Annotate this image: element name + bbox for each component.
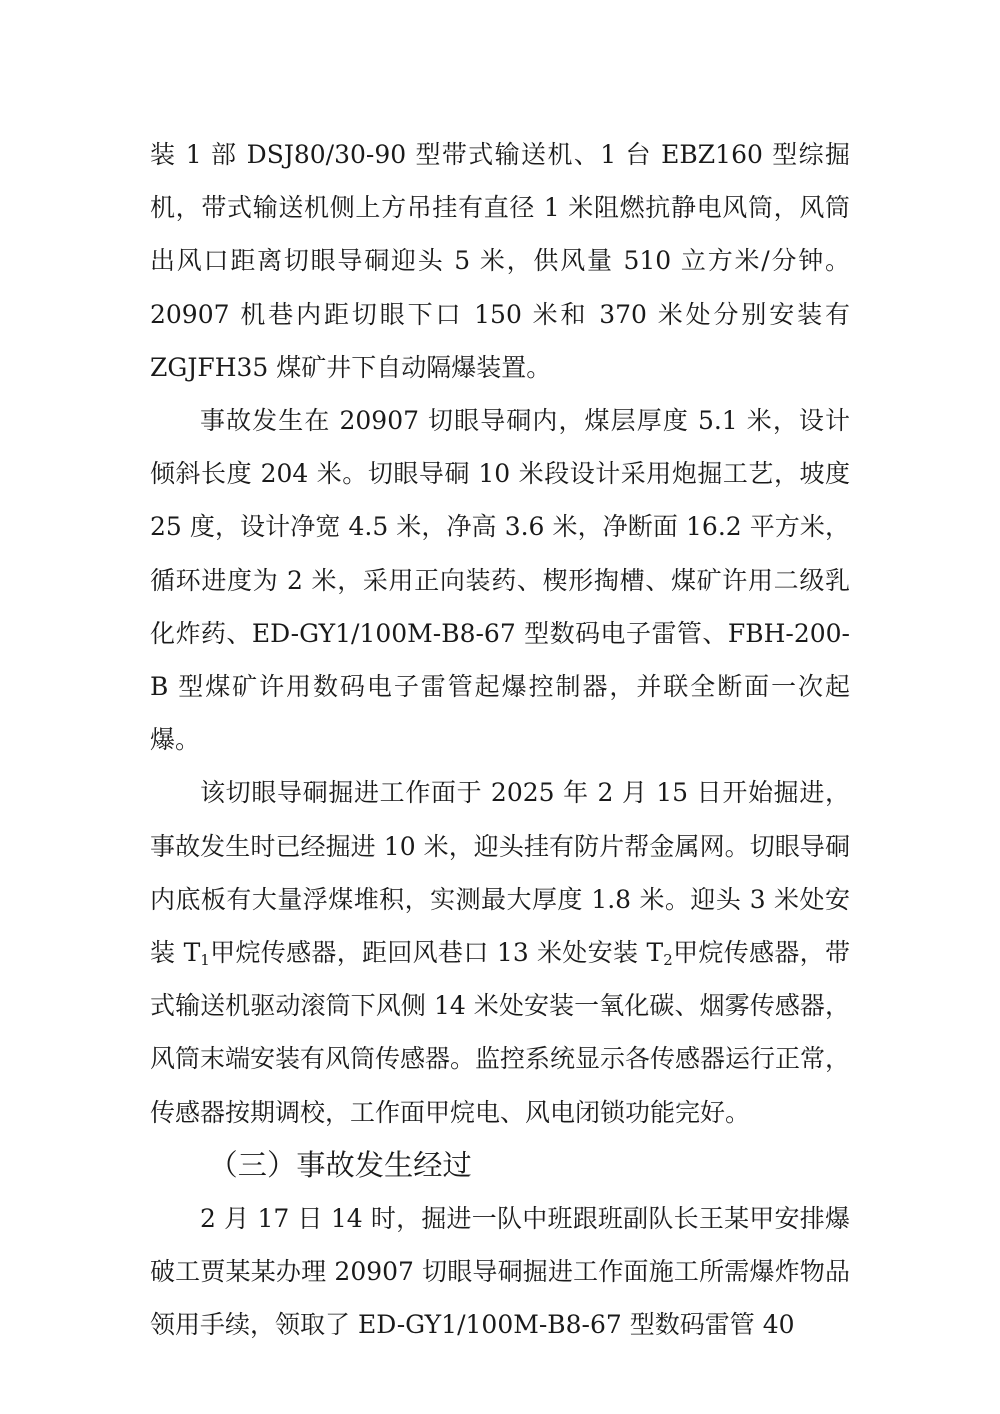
paragraph-equipment: 装 1 部 DSJ80/30-90 型带式输送机、1 台 EBZ160 型综掘机，带式输送机侧上方吊挂有直径 1 米阻燃抗静电风筒，风筒出风口距离切眼导硐迎头 5 米，供风量 510 立方米/分钟。20907 机巷内距切眼下口 150 米和 370 米处分别安装有 ZGJFH35 煤矿井下自动隔爆装置。	[150, 140, 850, 382]
paragraph-accident-location: 事故发生在 20907 切眼导硐内，煤层厚度 5.1 米，设计倾斜长度 204 米。切眼导硐 10 米段设计采用炮掘工艺，坡度 25 度，设计净宽 4.5 米，净高 3.6 米，净断面 16.2 平方米，循环进度为 2 米，采用正向装药、楔形掏槽、煤矿许用二级乳化炸药、ED-GY1/100M-B8-67 型数码电子雷管、FBH-200-B 型煤矿许用数码电子雷管起爆控制器，并联全断面一次起爆。	[150, 406, 850, 755]
paragraph-heading-face-part3: 甲烷传感器，带式输送机驱动滚筒下风侧 14 米处安装一氧化碳、烟雾传感器，风筒末端安装有风筒传感器。监控系统显示各传感器运行正常，传感器按期调校，工作面甲烷电、风电闭锁功能完好。	[150, 938, 851, 1127]
section-heading: （三）事故发生经过	[208, 1147, 472, 1182]
subscript-t1: 1	[200, 950, 210, 969]
paragraph-heading-face-part1: 该切眼导硐掘进工作面于 2025 年 2 月 15 日开始掘进，事故发生时已经掘进 10 米，迎头挂有防片帮金属网。切眼导硐内底板有大量浮煤堆积，实测最大厚度 1.8 米。迎头 3 米处安装 T	[150, 778, 850, 968]
body-text	[150, 128, 850, 1352]
subscript-t2: 2	[663, 950, 673, 969]
paragraph-accident-process: 2 月 17 日 14 时，掘进一队中班跟班副队长王某甲安排爆破工贾某某办理 20907 切眼导硐掘进工作面施工所需爆炸物品领用手续，领取了 ED-GY1/100M-B8-67 型数码雷管 40	[150, 1204, 850, 1340]
paragraph-heading-face-part2: 甲烷传感器，距回风巷口 13 米处安装 T	[209, 938, 664, 968]
paragraph-heading-face	[150, 766, 850, 1138]
